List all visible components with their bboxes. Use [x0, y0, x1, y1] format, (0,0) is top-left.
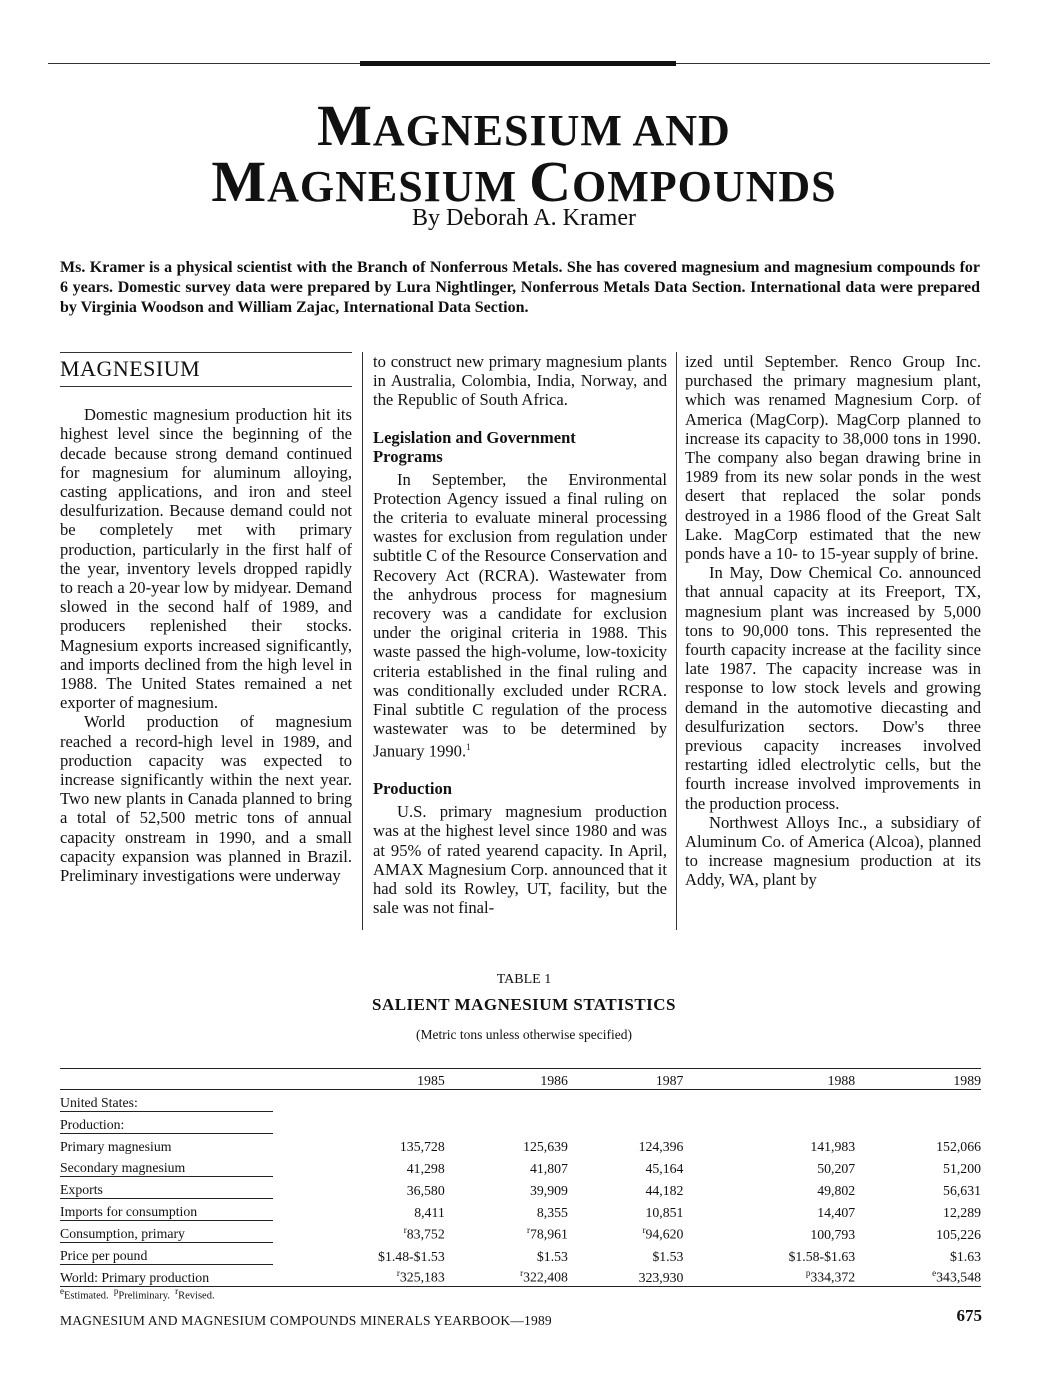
year-header: 1985 [273, 1069, 445, 1090]
table-row [60, 1221, 981, 1243]
table-cell: 39,909 [529, 1182, 568, 1198]
page-title-line2: MAGNESIUM COMPOUNDS [211, 149, 837, 214]
page-title-line1: MAGNESIUM AND [317, 93, 731, 158]
table-cell: 44,182 [645, 1182, 684, 1198]
year-header: 1986 [445, 1069, 568, 1090]
subheading-production: Production [373, 779, 452, 799]
table-row [60, 1265, 981, 1287]
table-subtitle: (Metric tons unless otherwise specified) [416, 1027, 632, 1042]
statistics-table [60, 1068, 981, 1287]
table-cell: $1.58-$1.63 [788, 1248, 856, 1264]
running-footer: MAGNESIUM AND MAGNESIUM COMPOUNDS MINERALS YEARBOOK—1989 [60, 1313, 552, 1328]
table-row [60, 1155, 981, 1177]
table-cell: 8,355 [536, 1204, 568, 1220]
year-header: 1988 [683, 1069, 855, 1090]
row-label: Imports for consumption [60, 1199, 273, 1221]
table-cell: 45,164 [645, 1160, 684, 1176]
table-cell: 49,802 [817, 1182, 856, 1198]
table-cell: 323,930 [568, 1265, 683, 1287]
year-header: 1989 [855, 1069, 981, 1090]
row-label: Production: [60, 1112, 273, 1134]
paragraph: ized until September. Renco Group Inc. purchased the primary magnesium plant, which was renamed Magnesium Corp. of America (MagCorp). MagCorp planned to increase its capacity to 38,000 tons in 1990. The company also began drawing brine in 1989 from its new solar ponds in the west desert that replaced the solar ponds destroyed in a 1986 flood of the Great Salt Lake. MagCorp estimated that the new ponds have a 10- to 15-year supply of brine. [685, 352, 981, 564]
table-cell: 8,411 [414, 1204, 445, 1220]
row-label: Exports [60, 1177, 273, 1199]
section-heading: MAGNESIUM [60, 352, 352, 387]
paragraph: Domestic magnesium production hit its highest level since the beginning of the decade because strong demand continued for magnesium for aluminum alloying, casting applications, and iron and steel desulfurization. Because demand could not be completely met with primary production, particularly in the first half of the year, inventory levels dropped rapidly to reach a 20-year low by midyear. Demand slowed in the second half of 1989, and producers replenished their stocks. Magnesium exports increased significantly, and imports declined from the high level in 1988. The United States remained a net exporter of magnesium. [60, 405, 352, 713]
paragraph: to construct new primary magnesium plants in Australia, Colombia, India, Norway, and the Republic of South Africa. [373, 352, 667, 410]
row-label: World: Primary production [60, 1265, 273, 1287]
table-cell [568, 1112, 683, 1134]
table-cell: $1.63 [949, 1248, 981, 1264]
table-row [60, 1199, 981, 1221]
table-cell: 12,289 [943, 1204, 981, 1220]
table-cell: $^p$334,372 [683, 1265, 855, 1287]
table-cell: 51,200 [943, 1160, 981, 1176]
table-header-row [60, 1069, 981, 1090]
row-label: United States: [60, 1090, 273, 1112]
table-cell: $1.53 [652, 1248, 684, 1264]
text-column-3 [685, 352, 981, 890]
table-cell [445, 1090, 568, 1112]
table-row [60, 1243, 981, 1265]
table-cell: 125,639 [523, 1139, 568, 1154]
paragraph: Northwest Alloys Inc., a subsidiary of Aluminum Co. of America (Alcoa), planned to increase magnesium production at its Addy, WA, plant by [685, 812, 981, 890]
table-cell: 100,793 [810, 1226, 856, 1242]
table-cell: 105,226 [936, 1226, 981, 1242]
subheading-legislation: Legislation and Government Programs [373, 427, 576, 466]
row-label: Price per pound [60, 1243, 273, 1265]
text-column-2 [373, 352, 667, 917]
table-cell [273, 1090, 445, 1112]
table-number: TABLE 1 [496, 972, 552, 987]
table-cell [855, 1112, 981, 1134]
byline: By Deborah A. Kramer [412, 205, 636, 231]
table-cell: 14,407 [817, 1204, 856, 1220]
table-cell: 152,066 [936, 1139, 981, 1154]
table-cell [445, 1112, 568, 1134]
table-row [60, 1134, 981, 1156]
table-cell: $^r$322,408 [445, 1265, 568, 1287]
header-label-cell [60, 1069, 273, 1090]
table-cell: 41,298 [406, 1160, 445, 1176]
column-divider [362, 352, 363, 930]
table-cell: 124,396 [638, 1139, 684, 1154]
table-cell: 141,983 [810, 1139, 856, 1154]
table-cell: 135,728 [399, 1139, 445, 1154]
table-cell: 10,851 [645, 1204, 684, 1220]
year-header: 1987 [568, 1069, 683, 1090]
table-title: SALIENT MAGNESIUM STATISTICS [371, 995, 677, 1014]
table-cell [855, 1090, 981, 1112]
table-cell: $^e$343,548 [855, 1265, 981, 1287]
paragraph: World production of magnesium reached a record-high level in 1989, and production capacity was expected to increase significantly within the next year. Two new plants in Canada planned to bring a total of 52,500 metric tons of annual capacity onstream in 1990, and a small capacity expansion was planned in Brazil. Preliminary investigations were underway [60, 712, 352, 886]
table-row [60, 1177, 981, 1199]
table-cell: $1.48-$1.53 [378, 1248, 445, 1264]
page-number: 675 [956, 1306, 982, 1325]
table-cell: 41,807 [529, 1160, 568, 1176]
table-cell: $^r$83,752 [403, 1224, 445, 1242]
table-cell [273, 1112, 445, 1134]
table-cell [683, 1090, 855, 1112]
paragraph: In September, the Environmental Protection Agency issued a final ruling on the criteria to evaluate mineral processing wastes for exclusion from regulation under subtitle C of the Resource Conservation and Recovery Act (RCRA). Wastewater from the anhydrous process for magnesium recovery was a candidate for exclusion under the original criteria in 1988. This waste passed the high-volume, low-toxicity criteria established in the final ruling and was conditionally excluded under RCRA. Final subtitle C regulation of the process wastewater was to be determined by January 1990.$^1$ [373, 469, 667, 761]
table-cell: 50,207 [817, 1160, 856, 1176]
table-row [60, 1112, 981, 1134]
table-cell [683, 1112, 855, 1134]
paragraph: In May, Dow Chemical Co. announced that annual capacity at its Freeport, TX, magnesium plant was increased by 5,000 tons to 90,000 tons. This represented the fourth capacity increase at the facility since late 1987. The capacity increase was in response to low stock levels and growing demand in the automotive diecasting and desulfurization sectors. Dow's three previous capacity increases involved restarting idled electrolytic cells, but the fourth increase involved improvements in the production process. [685, 563, 981, 813]
text-column-1 [60, 352, 352, 885]
table-row [60, 1090, 981, 1112]
author-note: Ms. Kramer is a physical scientist with the Branch of Nonferrous Metals. She has covered magnesium and magnesium compounds for 6 years. Domestic survey data were prepared by Lura Nightlinger, Nonferrous Metals Data Section. International data were prepared by Virginia Woodson and William Zajac, International Data Section. [60, 259, 980, 316]
row-label: Consumption, primary [60, 1221, 273, 1243]
table-cell: $^r$325,183 [273, 1265, 445, 1287]
table-cell: $^r$78,961 [526, 1224, 568, 1242]
paragraph: U.S. primary magnesium production was at the highest level since 1980 and was at 95% of rated yearend capacity. In April, AMAX Magnesium Corp. announced that it had sold its Rowley, UT, facility, but the sale was not final- [373, 802, 667, 918]
table-cell: 56,631 [943, 1182, 981, 1198]
top-rule-accent [360, 61, 676, 66]
table-cell [568, 1090, 683, 1112]
column-divider [676, 352, 677, 930]
table-cell: 36,580 [406, 1182, 445, 1198]
table-cell: $1.53 [536, 1248, 568, 1264]
row-label: Primary magnesium [60, 1139, 172, 1154]
table-footnote: $^e$Estimated. $^p$Preliminary. $^r$Revised. [60, 1286, 215, 1302]
footnote-ref: 1 [466, 742, 471, 753]
row-label: Secondary magnesium [60, 1155, 273, 1177]
table-cell: $^r$94,620 [642, 1224, 684, 1242]
